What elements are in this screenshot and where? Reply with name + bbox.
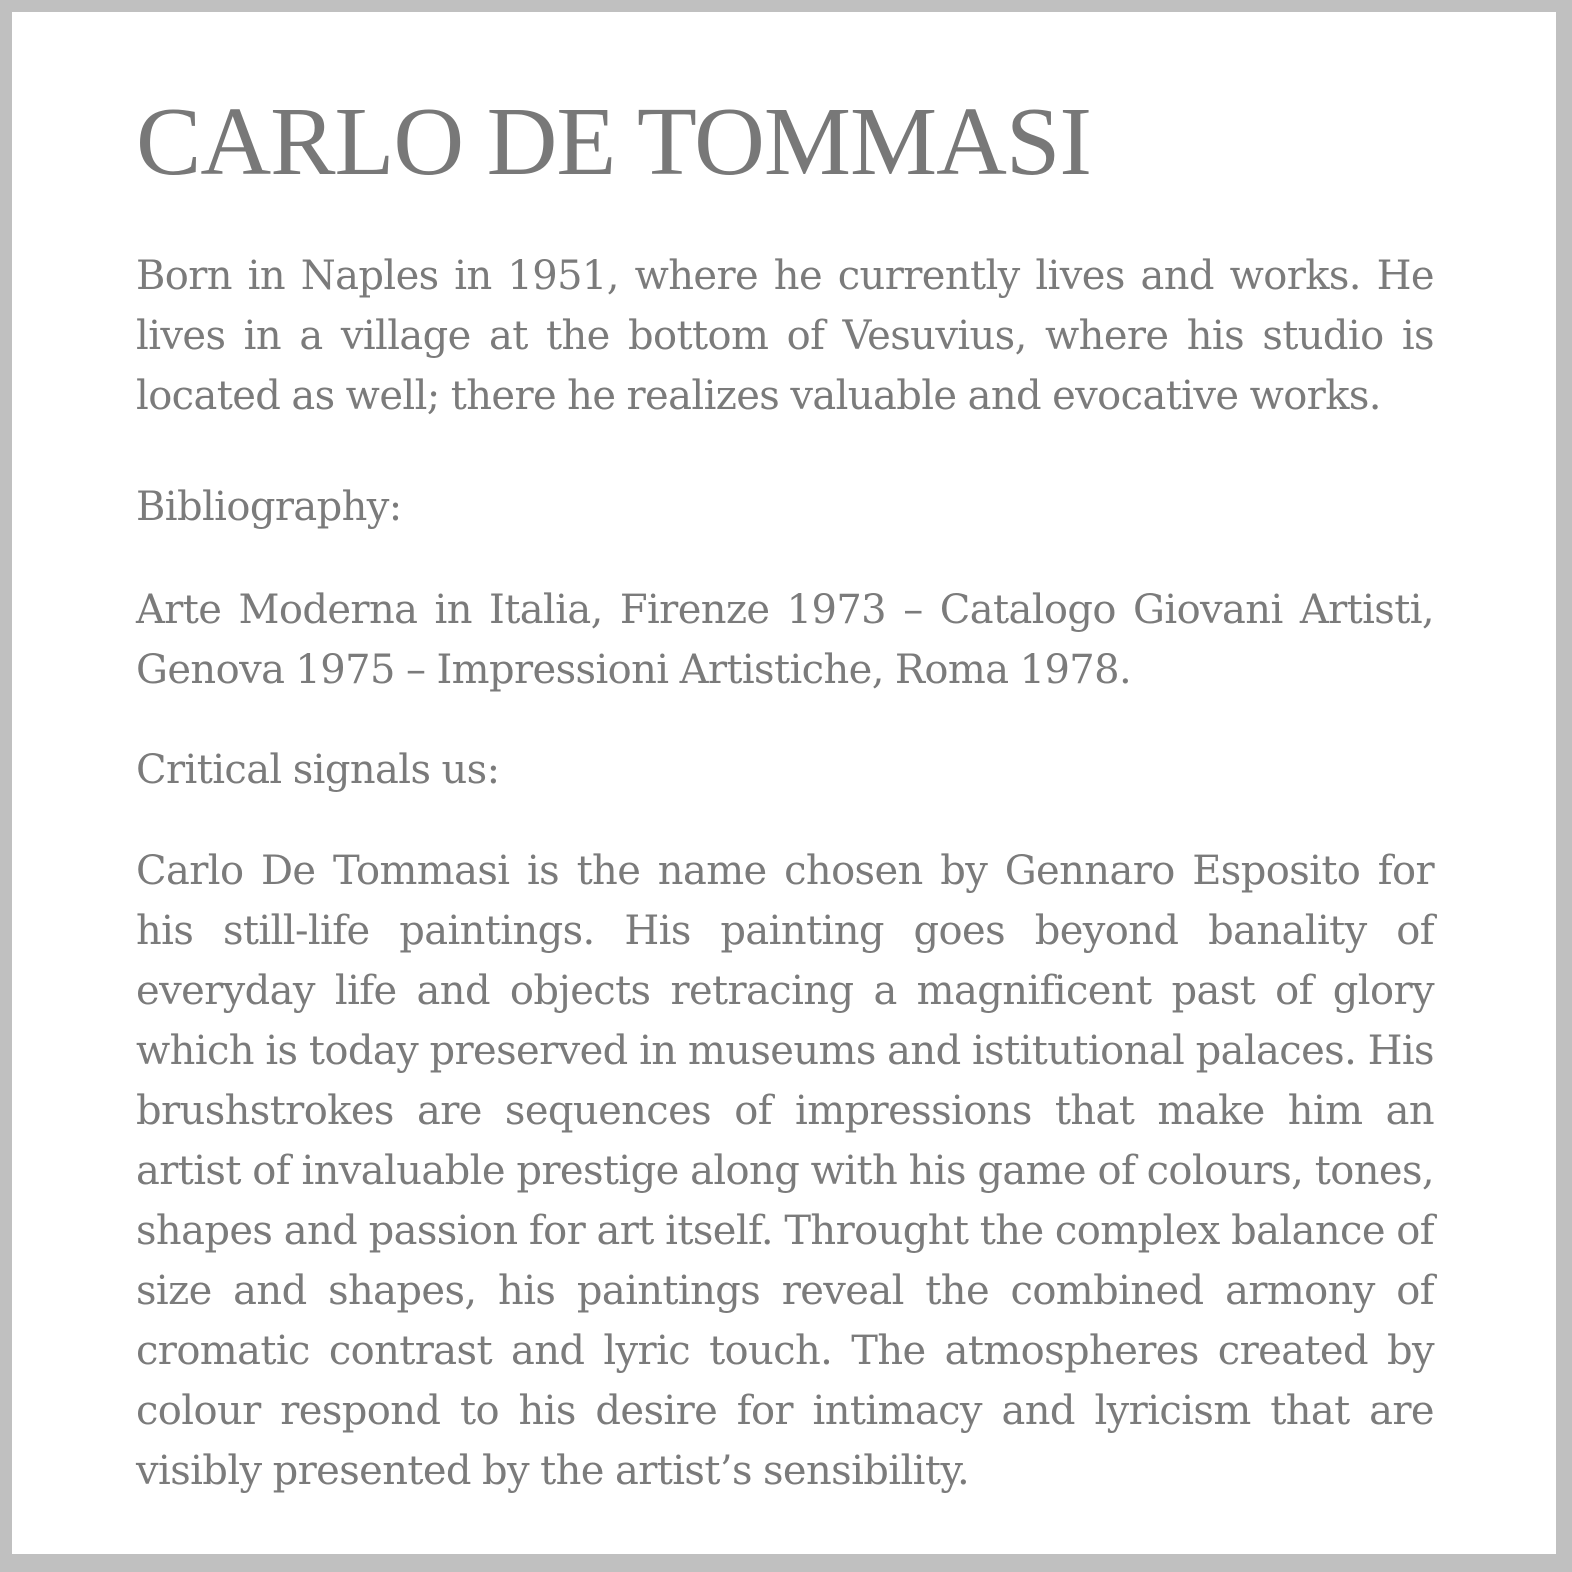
page-title: CARLO DE TOMMASI bbox=[136, 88, 1092, 196]
bibliography-paragraph: Arte Moderna in Italia, Firenze 1973 – Catalogo Giovani Artisti, Genova 1975 – Impressioni Artistiche, Roma 1978. bbox=[136, 587, 1434, 693]
bio-paragraph: Born in Naples in 1951, where he currently lives and works. He lives in a village at the bottom of Vesuvius, where his studio is located as well; there he realizes valuable and evocative works. bbox=[136, 253, 1434, 419]
critical-label: Critical signals us: bbox=[136, 747, 500, 793]
critical-paragraph: Carlo De Tommasi is the name chosen by Gennaro Esposito for his still-life paintings. His painting goes beyond banality of everyday life and objects retracing a magnificent past of glory which is today preserved in museums and istitutional palaces. His brushstrokes are sequences of impressions that make him an artist of invaluable prestige along with his game of colours, tones, shapes and passion for art itself. Throught the complex balance of size and shapes, his paintings reveal the combined armony of cromatic contrast and lyric touch. The atmospheres created by colour respond to his desire for intimacy and lyricism that are visibly presented by the artist’s sensibility. bbox=[136, 848, 1434, 1494]
page-frame bbox=[12, 12, 1556, 1554]
bibliography-label: Bibliography: bbox=[136, 484, 402, 530]
